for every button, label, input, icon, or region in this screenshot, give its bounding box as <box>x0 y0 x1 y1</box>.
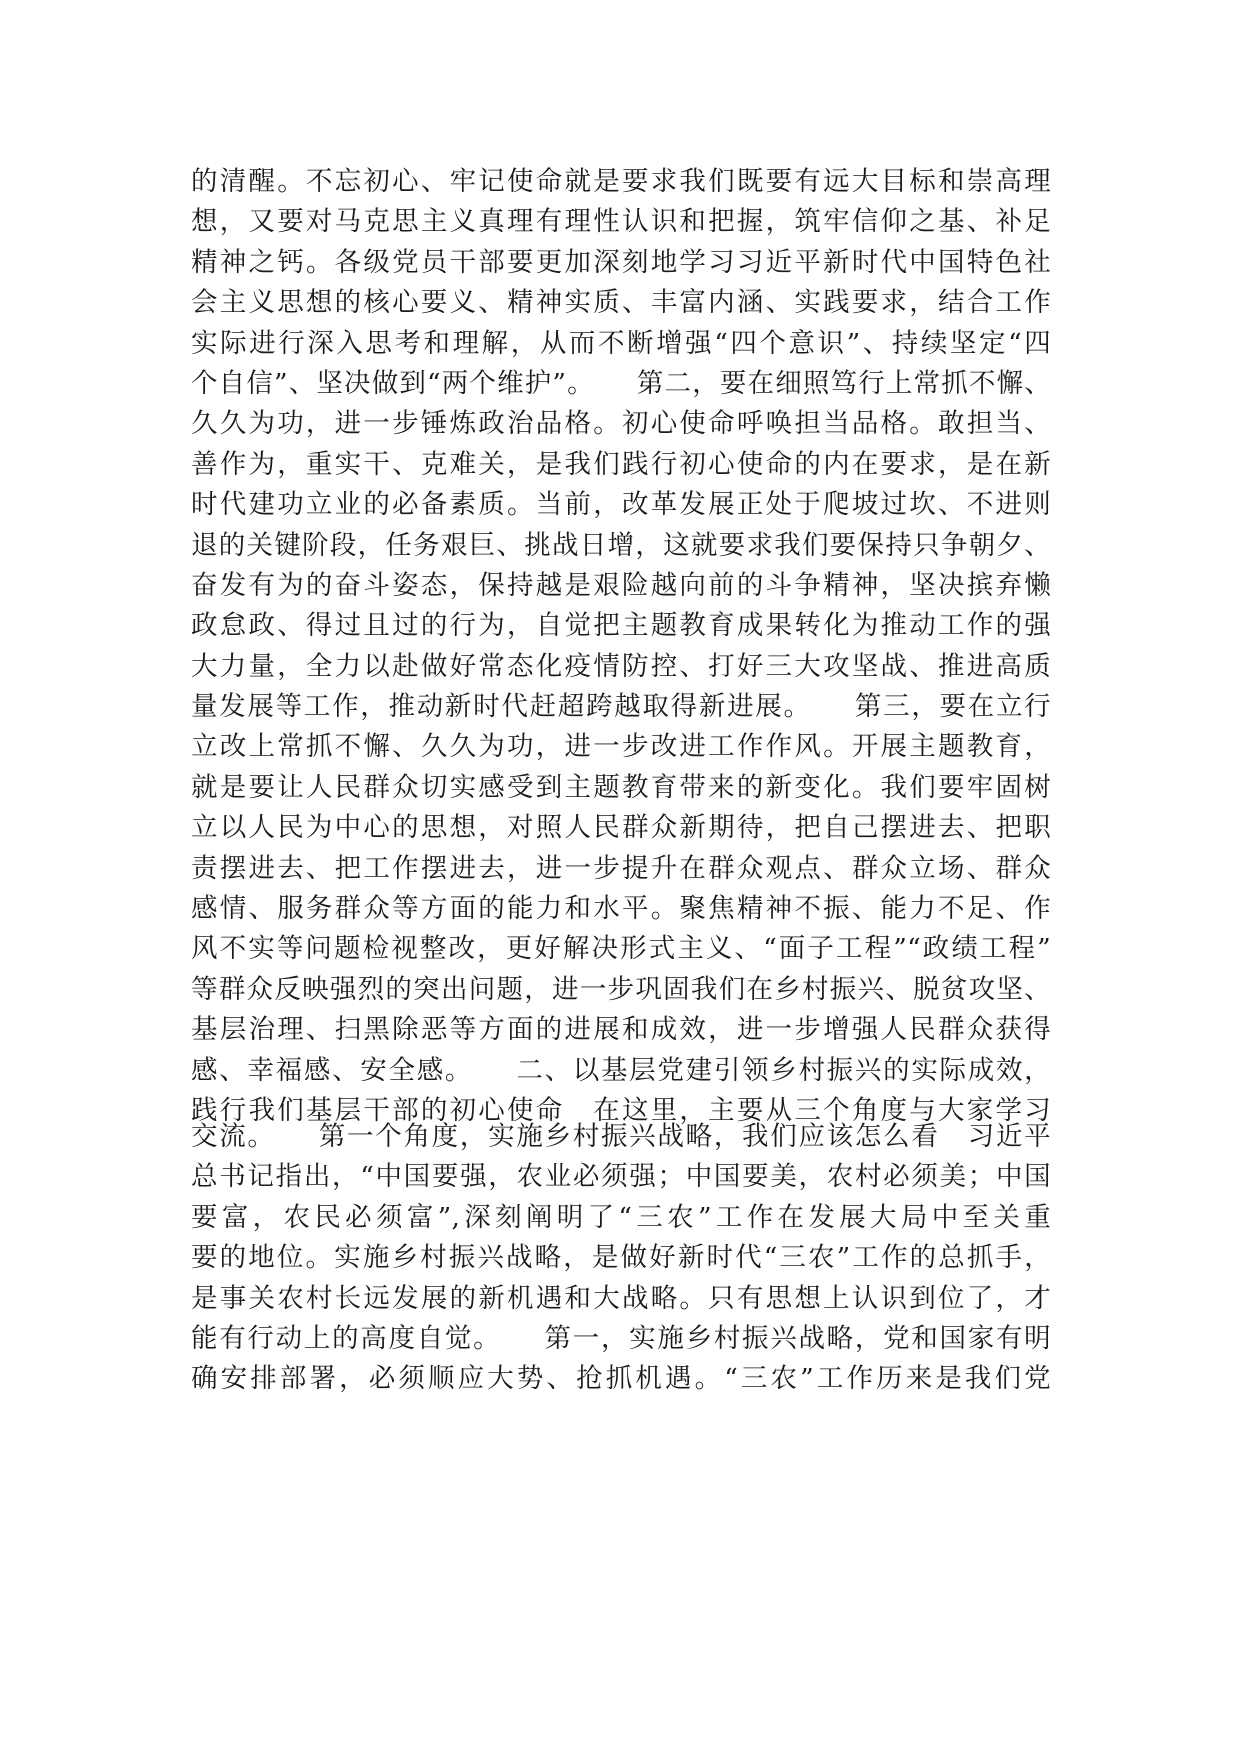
text-line: 总书记指出，“中国要强，农业必须强；中国要美，农村必须美；中国 <box>191 1161 1051 1193</box>
text-line: 精神之钙。各级党员干部要更加深刻地学习习近平新时代中国特色社 <box>191 246 1051 278</box>
text-line: 就是要让人民群众切实感受到主题教育带来的新变化。我们要牢固树 <box>191 771 1051 803</box>
body-text-block-1 <box>191 162 1051 1131</box>
text-line: 是事关农村长远发展的新机遇和大战略。只有思想上认识到位了，才 <box>191 1282 1051 1314</box>
text-line: 能有行动上的高度自觉。 第一，实施乡村振兴战略，党和国家有明 <box>191 1322 1051 1354</box>
text-line: 量发展等工作，推动新时代赶超跨越取得新进展。 第三，要在立行 <box>191 691 1051 723</box>
text-line: 大力量，全力以赴做好常态化疫情防控、打好三大攻坚战、推进高质 <box>191 650 1051 682</box>
text-line: 践行我们基层干部的初心使命 在这里，主要从三个角度与大家学习 <box>191 1094 1051 1126</box>
text-line: 时代建功立业的必备素质。当前，改革发展正处于爬坡过坎、不进则 <box>191 489 1051 521</box>
text-line: 风不实等问题检视整改，更好解决形式主义、“面子工程”“政绩工程” <box>191 933 1051 965</box>
text-line: 感、幸福感、安全感。 二、以基层党建引领乡村振兴的实际成效， <box>191 1054 1051 1086</box>
text-line: 退的关键阶段，任务艰巨、挑战日增，这就要求我们要保持只争朝夕、 <box>191 529 1051 561</box>
text-line: 实际进行深入思考和理解，从而不断增强“四个意识”、持续坚定“四 <box>191 327 1051 359</box>
text-line: 责摆进去、把工作摆进去，进一步提升在群众观点、群众立场、群众 <box>191 852 1051 884</box>
text-line: 要的地位。实施乡村振兴战略，是做好新时代“三农”工作的总抓手， <box>191 1242 1051 1274</box>
text-line: 政怠政、得过且过的行为，自觉把主题教育成果转化为推动工作的强 <box>191 610 1051 642</box>
text-line: 想，又要对马克思主义真理有理性认识和把握，筑牢信仰之基、补足 <box>191 206 1051 238</box>
text-line: 等群众反映强烈的突出问题，进一步巩固我们在乡村振兴、脱贫攻坚、 <box>191 973 1051 1005</box>
text-line: 感情、服务群众等方面的能力和水平。聚焦精神不振、能力不足、作 <box>191 893 1051 925</box>
text-line: 久久为功，进一步锤炼政治品格。初心使命呼唤担当品格。敢担当、 <box>191 408 1051 440</box>
text-line: 确安排部署，必须顺应大势、抢抓机遇。“三农”工作历来是我们党 <box>191 1363 1051 1395</box>
text-line: 基层治理、扫黑除恶等方面的进展和成效，进一步增强人民群众获得 <box>191 1014 1051 1046</box>
text-line: 交流。 第一个角度，实施乡村振兴战略，我们应该怎么看 习近平 <box>191 1121 1051 1152</box>
text-line: 善作为，重实干、克难关，是我们践行初心使命的内在要求，是在新 <box>191 448 1051 480</box>
text-line: 会主义思想的核心要义、精神实质、丰富内涵、实践要求，结合工作 <box>191 287 1051 319</box>
text-line: 立以人民为中心的思想，对照人民群众新期待，把自己摆进去、把职 <box>191 812 1051 844</box>
text-line: 立改上常抓不懈、久久为功，进一步改进工作作风。开展主题教育， <box>191 731 1051 763</box>
text-line: 个自信”、坚决做到“两个维护”。 第二，要在细照笃行上常抓不懈、 <box>191 367 1051 399</box>
text-line: 的清醒。不忘初心、牢记使命就是要求我们既要有远大目标和崇高理 <box>191 166 1051 197</box>
text-line: 要富，农民必须富”,深刻阐明了“三农”工作在发展大局中至关重 <box>191 1201 1051 1233</box>
text-line: 奋发有为的奋斗姿态，保持越是艰险越向前的斗争精神，坚决摈弃懒 <box>191 569 1051 601</box>
body-text-block-2 <box>191 1117 1051 1400</box>
